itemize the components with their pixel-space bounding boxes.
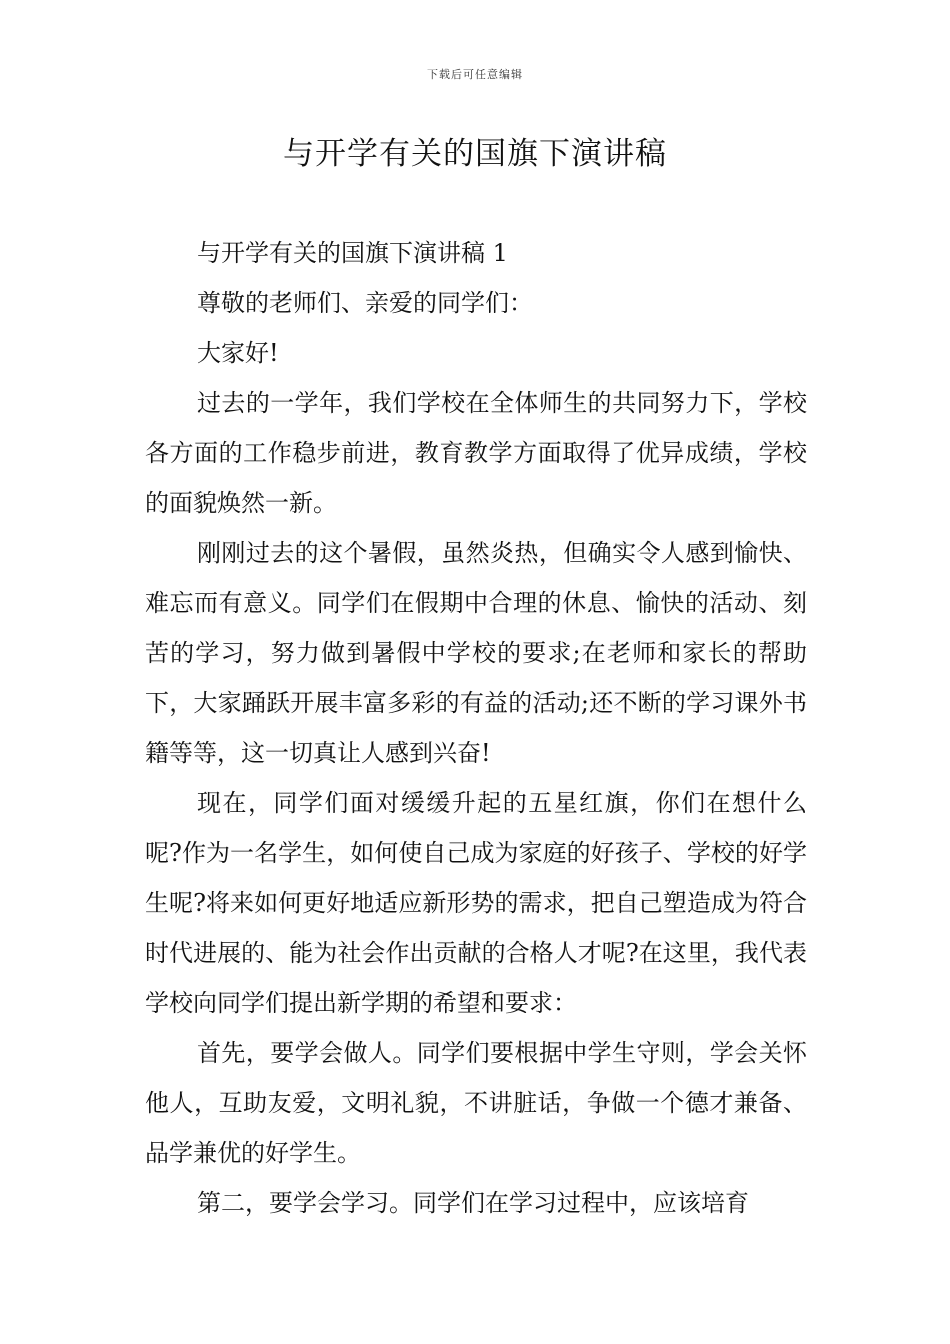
document-title: 与开学有关的国旗下演讲稿	[283, 136, 667, 172]
paragraph-past-year: 过去的一学年，我们学校在全体师生的共同努力下，学校各方面的工作稳步前进，教育教学方面取得了优异成绩，学校的面貌焕然一新。	[145, 389, 807, 517]
paragraph-subtitle: 与开学有关的国旗下演讲稿 1	[197, 239, 508, 267]
paragraph-salutation: 尊敬的老师们、亲爱的同学们：	[197, 289, 533, 317]
paragraph-first: 首先，要学会做人。同学们要根据中学生守则，学会关怀他人，互助友爱，文明礼貌，不讲脏话，争做一个德才兼备、品学兼优的好学生。	[145, 1039, 807, 1167]
document-body	[145, 228, 807, 1228]
paragraph-flag: 现在，同学们面对缓缓升起的五星红旗，你们在想什么呢?作为一名学生，如何使自己成为家庭的好孩子、学校的好学生呢?将来如何更好地适应新形势的需求，把自己塑造成为符合时代进展的、能为社会作出贡献的合格人才呢?在这里，我代表学校向同学们提出新学期的希望和要求：	[145, 789, 807, 1017]
paragraph-summer: 刚刚过去的这个暑假，虽然炎热，但确实令人感到愉快、难忘而有意义。同学们在假期中合理的休息、愉快的活动、刻苦的学习，努力做到暑假中学校的要求;在老师和家长的帮助下，大家踊跃开展丰富多彩的有益的活动;还不断的学习课外书籍等等，这一切真让人感到兴奋!	[145, 539, 807, 767]
header-note: 下载后可任意编辑	[427, 68, 523, 81]
paragraph-greeting: 大家好!	[197, 339, 279, 367]
paragraph-second: 第二，要学会学习。同学们在学习过程中，应该培育	[197, 1189, 749, 1217]
